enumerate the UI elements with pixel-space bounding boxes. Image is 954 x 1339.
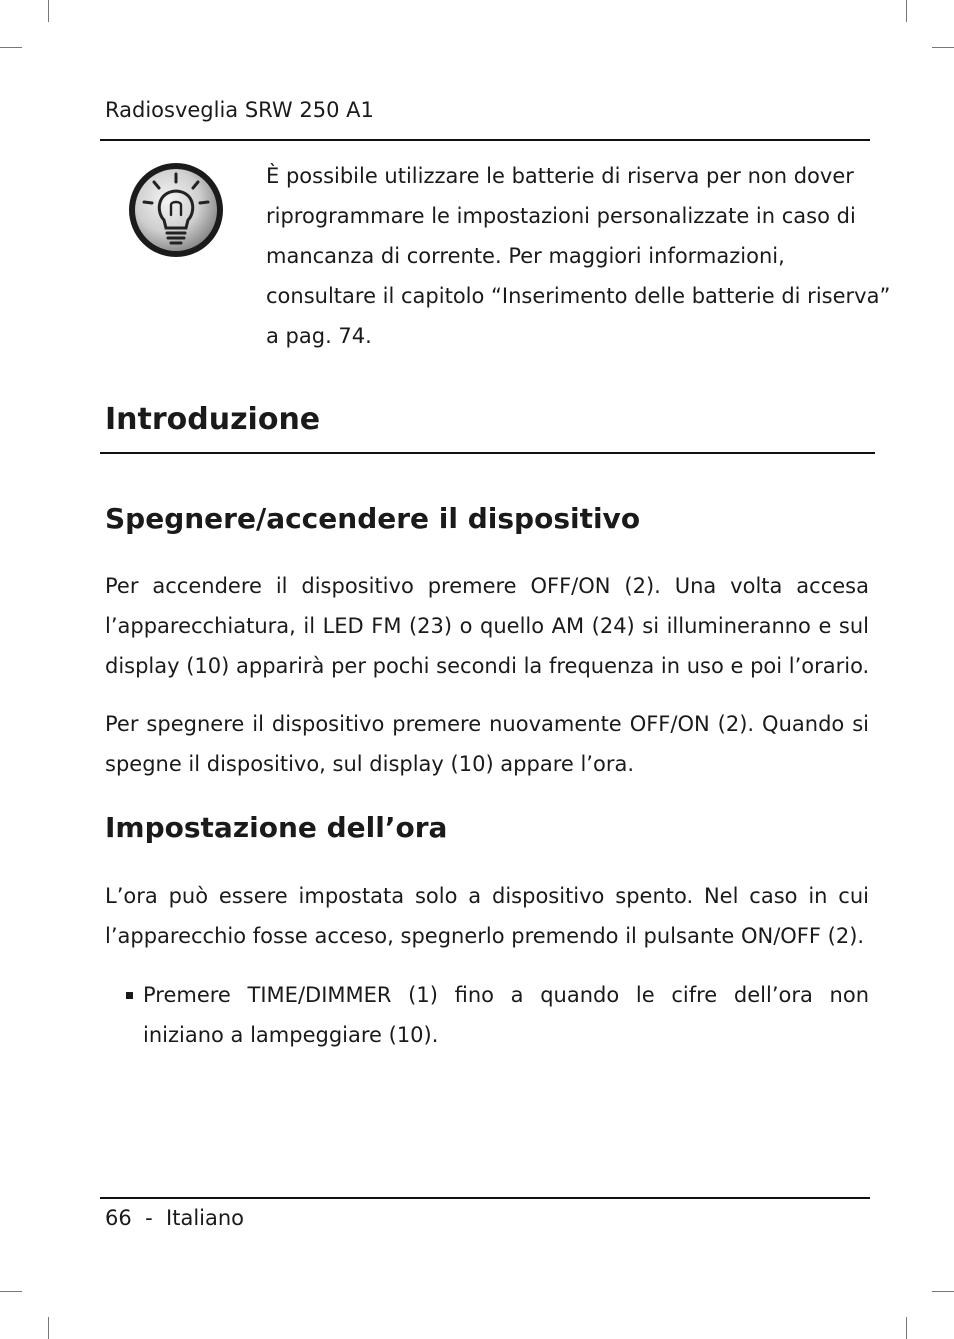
lightbulb-icon [126,160,226,260]
bullet-item [143,975,869,1055]
power-paragraph-2 [105,704,869,784]
section-rule [100,452,875,454]
page-number: 66 [105,1206,132,1230]
tip-line: a pag. 74. [266,324,372,348]
paragraph-line: L’ora può essere impostata solo a dispositivo spento. Nel caso in cui [105,884,869,908]
bullet-line: Premere TIME/DIMMER (1) fino a quando le cifre dell’ora non [143,983,869,1007]
crop-mark [48,1317,49,1339]
time-paragraph-1 [105,876,869,956]
page-header-title: Radiosveglia SRW 250 A1 [105,98,374,122]
crop-mark [932,1291,954,1292]
footer-language: Italiano [166,1206,245,1230]
paragraph-line: l’apparecchio fosse acceso, spegnerlo premendo il pulsante ON/OFF (2). [105,924,865,948]
crop-mark [932,47,954,48]
footer-rule [100,1197,870,1199]
bullet-line: iniziano a lampeggiare (10). [143,1023,439,1047]
section-title-power: Spegnere/accendere il dispositivo [105,502,641,535]
crop-mark [48,0,49,22]
paragraph-line: Per accendere il dispositivo premere OFF/ON (2). Una volta accesa [105,574,869,598]
paragraph-line: Per spegnere il dispositivo premere nuovamente OFF/ON (2). Quando si [105,712,869,736]
tip-line: riprogrammare le impostazioni personalizzate in caso di [266,204,856,228]
paragraph-line: spegne il dispositivo, sul display (10) appare l’ora. [105,752,635,776]
tip-line: consultare il capitolo “Inserimento delle batterie di riserva” [266,284,891,308]
crop-mark [906,0,907,22]
section-title-introduzione: Introduzione [105,402,321,437]
tip-line: È possibile utilizzare le batterie di riserva per non dover [266,164,854,188]
crop-mark [906,1317,907,1339]
bullet-square-icon [126,992,133,999]
page-footer [105,1206,244,1230]
power-paragraph-1 [105,566,869,686]
footer-separator: - [145,1206,153,1230]
tip-line: mancanza di corrente. Per maggiori informazioni, [266,244,785,268]
crop-mark [0,47,22,48]
paragraph-line: display (10) apparirà per pochi secondi la frequenza in uso e poi l’orario. [105,654,870,678]
tip-text [266,156,891,356]
paragraph-line: l’apparecchiatura, il LED FM (23) o quello AM (24) si illumineranno e sul [105,614,869,638]
crop-mark [0,1291,22,1292]
section-title-time: Impostazione dell’ora [105,811,448,844]
header-rule [100,139,870,141]
